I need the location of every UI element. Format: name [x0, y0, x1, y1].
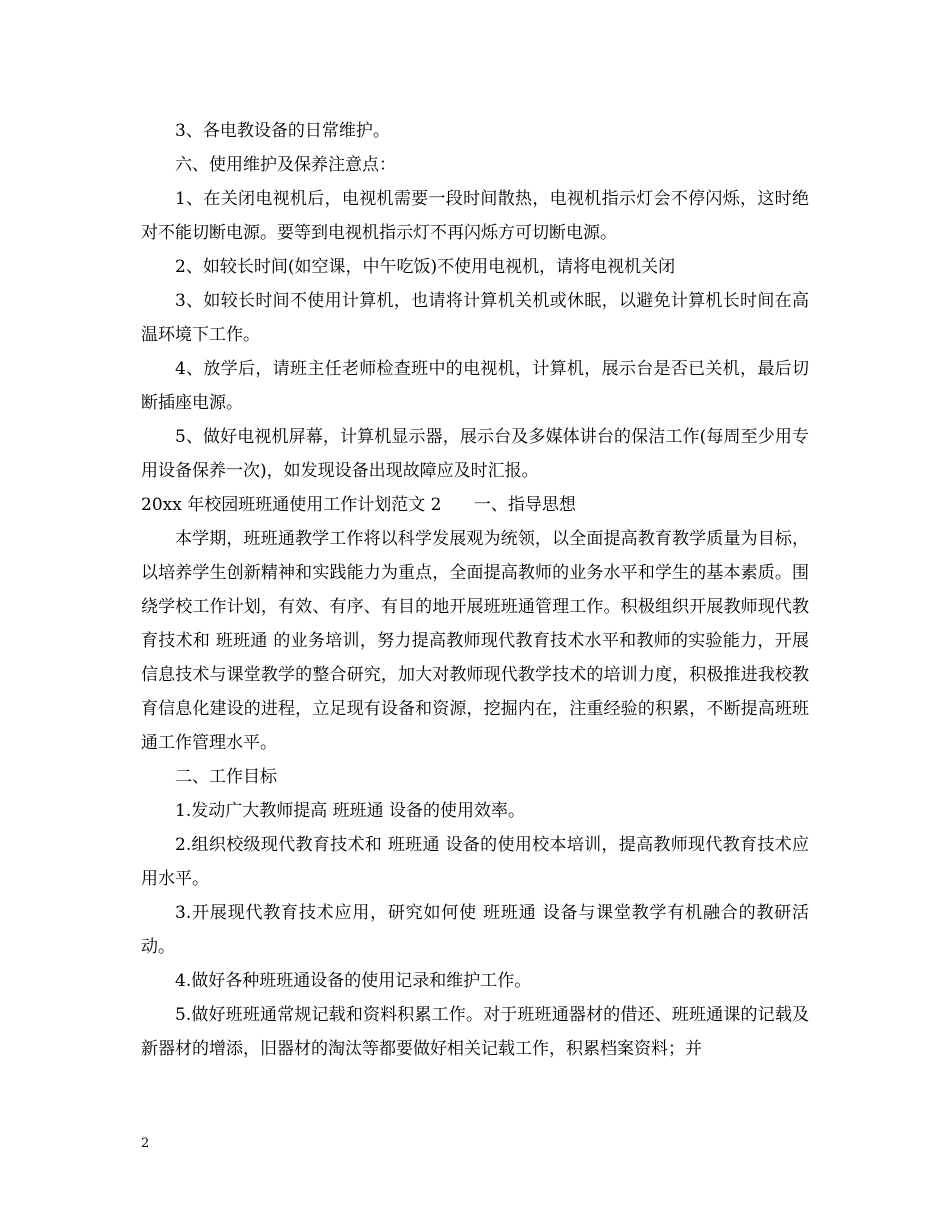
paragraph-note-3: 3、如较长时间不使用计算机，也请将计算机关机或休眠，以避免计算机长时间在高温环境下工作。 — [141, 291, 809, 345]
paragraph-maintenance-item-3: 3、各电教设备的日常维护。 — [175, 121, 390, 141]
paragraph-goal-3: 3.开展现代教育技术应用，研究如何使 班班通 设备与课堂教学有机融合的教研活动。 — [141, 903, 809, 957]
paragraph-goal-4: 4.做好各种班班通设备的使用记录和维护工作。 — [175, 971, 532, 991]
page-number: 2 — [141, 1136, 150, 1151]
paragraph-note-5: 5、做好电视机屏幕，计算机显示器，展示台及多媒体讲台的保洁工作(每周至少用专用设备保养一次)，如发现设备出现故障应及时汇报。 — [141, 427, 809, 481]
paragraph-goal-2: 2.组织校级现代教育技术和 班班通 设备的使用校本培训，提高教师现代教育技术应用水平。 — [141, 835, 809, 889]
paragraph-note-4: 4、放学后，请班主任老师检查班中的电视机，计算机，展示台是否已关机，最后切断插座电源。 — [141, 359, 809, 413]
paragraph-goal-1: 1.发动广大教师提高 班班通 设备的使用效率。 — [175, 801, 526, 821]
section-heading-work-goals: 二、工作目标 — [175, 767, 277, 787]
paragraph-guiding-ideology: 本学期，班班通教学工作将以科学发展观为统领，以全面提高教育教学质量为目标，以培养学生创新精神和实践能力为重点，全面提高教师的业务水平和学生的基本素质。围绕学校工作计划，有效、有序、有目的地开展班班通管理工作。积极组织开展教师现代教育技术和 班班通 的业务培训，努力提高教师现代教育技术水平和教师的实验能力，开展信息技术与课堂教学的整合研究，加大对教师现代教学技术的培训力度，积极推进我校教育信息化建设的进程，立足现有设备和资源，挖掘内在，注重经验的积累，不断提高班班通工作管理水平。 — [141, 529, 809, 753]
document-body — [141, 114, 809, 1066]
paragraph-note-2: 2、如较长时间(如空课，中午吃饭)不使用电视机，请将电视机关闭 — [175, 257, 676, 277]
paragraph-goal-5: 5.做好班班通常规记载和资料积累工作。对于班班通器材的借还、班班通课的记载及新器材的增添，旧器材的淘汰等都要做好相关记载工作，积累档案资料；并 — [141, 1005, 809, 1059]
document-title-sample-2: 20xx 年校园班班通使用工作计划范文 2 一、指导思想 — [141, 495, 576, 515]
paragraph-note-1: 1、在关闭电视机后，电视机需要一段时间散热，电视机指示灯会不停闪烁，这时绝对不能切断电源。要等到电视机指示灯不再闪烁方可切断电源。 — [141, 189, 809, 243]
section-heading-maintenance-notes: 六、使用维护及保养注意点： — [175, 155, 396, 175]
